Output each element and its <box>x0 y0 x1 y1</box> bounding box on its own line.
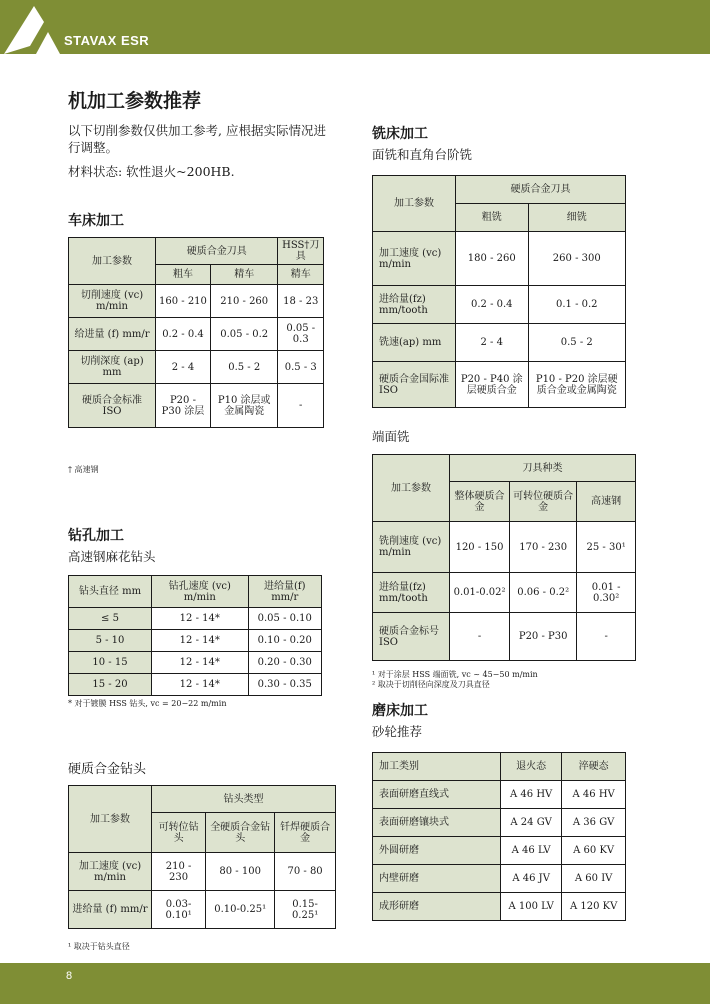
table-cell: P20 - P30 <box>510 613 577 661</box>
milling-h-rough: 粗铣 <box>456 204 529 232</box>
table-cell: 12 - 14* <box>152 674 249 696</box>
carbide-drill-h3: 钎焊硬质合金 <box>275 813 336 853</box>
turning-footnote: † 高速钢 <box>68 465 99 474</box>
end-milling-h2: 可转位硬质合金 <box>510 482 577 522</box>
table-row-label: 切削速度 (vc) m/min <box>69 285 156 318</box>
grinding-h-hardened: 淬硬态 <box>562 753 626 781</box>
table-cell: A 46 JV <box>501 865 562 893</box>
table-cell: 0.10-0.25¹ <box>206 891 275 929</box>
table-cell: 0.15- 0.25¹ <box>275 891 336 929</box>
end-milling-h1: 整体硬质合金 <box>450 482 510 522</box>
end-milling-heading: 端面铣 <box>372 429 410 444</box>
table-row-label: 表面研磨镶块式 <box>373 809 501 837</box>
table-row-label: 5 - 10 <box>69 630 152 652</box>
end-milling-h-type: 刀具种类 <box>450 455 636 482</box>
table-cell: 0.2 - 0.4 <box>456 286 529 324</box>
table-row-label: 硬质合金国际准 ISO <box>373 362 456 408</box>
drilling-table <box>68 575 322 696</box>
table-cell: 210 - 230 <box>152 853 206 891</box>
grinding-heading: 磨床加工 <box>372 703 428 719</box>
carbide-drill-heading: 硬质合金钻头 <box>68 762 147 777</box>
table-cell: 160 - 210 <box>156 285 211 318</box>
drilling-h-feed: 进给量(f) mm/r <box>248 576 321 608</box>
grinding-h-annealed: 退火态 <box>501 753 562 781</box>
turning-h-param: 加工参数 <box>69 238 156 285</box>
table-cell: 0.1 - 0.2 <box>528 286 625 324</box>
table-row-label: 铣速(ap) mm <box>373 324 456 362</box>
table-cell: A 60 KV <box>562 837 626 865</box>
table-row-label: 成形研磨 <box>373 893 501 921</box>
table-cell: 2 - 4 <box>456 324 529 362</box>
table-cell: 25 - 30¹ <box>577 522 636 573</box>
table-cell: 0.01 - 0.30² <box>577 573 636 613</box>
carbide-drill-h1: 可转位钻头 <box>152 813 206 853</box>
table-row-label: 进给量 (f) mm/r <box>69 891 152 929</box>
table-row-label: 加工速度 (vc) m/min <box>373 232 456 286</box>
table-cell: A 24 GV <box>501 809 562 837</box>
table-cell: 0.5 - 3 <box>278 351 324 384</box>
table-row-label: 10 - 15 <box>69 652 152 674</box>
table-cell: 180 - 260 <box>456 232 529 286</box>
carbide-drill-table <box>68 785 336 929</box>
turning-h-fine2: 精车 <box>278 265 324 285</box>
table-row-label: 切削深度 (ap) mm <box>69 351 156 384</box>
table-cell: 0.03-0.10¹ <box>152 891 206 929</box>
table-cell: P20 - P30 涂层 <box>156 384 211 428</box>
table-row-label: 15 - 20 <box>69 674 152 696</box>
table-cell: 70 - 80 <box>275 853 336 891</box>
table-row-label: 加工速度 (vc) m/min <box>69 853 152 891</box>
drilling-heading: 钻孔加工 <box>68 528 124 544</box>
milling-h-param: 加工参数 <box>373 176 456 232</box>
milling-h-fine: 细铣 <box>528 204 625 232</box>
end-milling-footnote-2: ² 取决于切削径向深度及刀具直径 <box>372 680 490 689</box>
carbide-drill-h-type: 钻头类型 <box>152 786 336 813</box>
table-cell: 18 - 23 <box>278 285 324 318</box>
milling-heading: 铣床加工 <box>372 126 428 142</box>
table-cell: P10 涂层或金属陶瓷 <box>210 384 278 428</box>
end-milling-h3: 高速钢 <box>577 482 636 522</box>
table-cell: 0.5 - 2 <box>210 351 278 384</box>
table-cell: 170 - 230 <box>510 522 577 573</box>
turning-heading: 车床加工 <box>68 213 124 229</box>
turning-h-fine: 精车 <box>210 265 278 285</box>
milling-h-carbide: 硬质合金刀具 <box>456 176 626 204</box>
turning-table <box>68 237 324 428</box>
table-row-label: 硬质合金标号 ISO <box>373 613 450 661</box>
table-cell: A 60 IV <box>562 865 626 893</box>
table-cell: 2 - 4 <box>156 351 211 384</box>
end-milling-table <box>372 454 636 661</box>
table-cell: 12 - 14* <box>152 608 249 630</box>
milling-subheading: 面铣和直角台阶铣 <box>372 147 473 162</box>
table-cell: 0.5 - 2 <box>528 324 625 362</box>
turning-h-carbide: 硬质合金刀具 <box>156 238 278 265</box>
table-cell: A 100 LV <box>501 893 562 921</box>
grinding-h-type: 加工类别 <box>373 753 501 781</box>
table-cell: A 46 HV <box>562 781 626 809</box>
table-cell: P20 - P40 涂层硬质合金 <box>456 362 529 408</box>
table-row-label: 进给量(fz) mm/tooth <box>373 573 450 613</box>
table-cell: 0.05 - 0.10 <box>248 608 321 630</box>
table-cell: 12 - 14* <box>152 652 249 674</box>
turning-h-hss: HSS†刀具 <box>278 238 324 265</box>
milling-table <box>372 175 626 408</box>
intro-text: 以下切削参数仅供加工参考, 应根据实际情况进行调整。 <box>68 123 326 155</box>
table-row-label: 进给量(fz) mm/tooth <box>373 286 456 324</box>
table-cell: 0.05 - 0.2 <box>210 318 278 351</box>
logo-icon <box>0 0 70 54</box>
table-row-label: 铣削速度 (vc) m/min <box>373 522 450 573</box>
table-cell: 120 - 150 <box>450 522 510 573</box>
table-cell: A 46 HV <box>501 781 562 809</box>
table-cell: 0.01-0.02² <box>450 573 510 613</box>
end-milling-footnote-1: ¹ 对于涂层 HSS 端面铣, vc ~ 45−50 m/min <box>372 670 538 679</box>
table-cell: - <box>450 613 510 661</box>
carbide-drill-h-param: 加工参数 <box>69 786 152 853</box>
table-cell: 0.30 - 0.35 <box>248 674 321 696</box>
table-cell: 210 - 260 <box>210 285 278 318</box>
table-row-label: 硬质合金标准 ISO <box>69 384 156 428</box>
table-cell: 0.2 - 0.4 <box>156 318 211 351</box>
drilling-subheading: 高速钢麻花钻头 <box>68 549 156 564</box>
table-cell: 80 - 100 <box>206 853 275 891</box>
page-number: 8 <box>66 970 73 982</box>
drilling-h-dia: 钻头直径 mm <box>69 576 152 608</box>
table-cell: 0.20 - 0.30 <box>248 652 321 674</box>
grinding-table <box>372 752 626 921</box>
table-row-label: 表面研磨直线式 <box>373 781 501 809</box>
drilling-h-speed: 钻孔速度 (vc) m/min <box>152 576 249 608</box>
page-title: 机加工参数推荐 <box>68 90 202 112</box>
table-row-label: 内壁研磨 <box>373 865 501 893</box>
footer-bar <box>0 963 710 1004</box>
drilling-footnote: * 对于镀膜 HSS 钻头, vc = 20−22 m/min <box>68 699 227 708</box>
table-cell: A 46 LV <box>501 837 562 865</box>
table-cell: - <box>278 384 324 428</box>
table-cell: A 120 KV <box>562 893 626 921</box>
table-row-label: 给进量 (f) mm/r <box>69 318 156 351</box>
table-cell: 12 - 14* <box>152 630 249 652</box>
table-cell: P10 - P20 涂层硬质合金或金属陶瓷 <box>528 362 625 408</box>
table-cell: - <box>577 613 636 661</box>
table-row-label: ≤ 5 <box>69 608 152 630</box>
table-cell: A 36 GV <box>562 809 626 837</box>
material-state: 材料状态: 软性退火~200HB. <box>68 164 235 179</box>
table-cell: 0.06 - 0.2² <box>510 573 577 613</box>
table-row-label: 外圆研磨 <box>373 837 501 865</box>
table-cell: 0.05 - 0.3 <box>278 318 324 351</box>
turning-h-rough: 粗车 <box>156 265 211 285</box>
end-milling-h-param: 加工参数 <box>373 455 450 522</box>
table-cell: 0.10 - 0.20 <box>248 630 321 652</box>
table-cell: 260 - 300 <box>528 232 625 286</box>
grinding-subheading: 砂轮推荐 <box>372 724 423 739</box>
carbide-drill-footnote: ¹ 取决于钻头直径 <box>68 942 130 951</box>
brand-name: STAVAX ESR <box>64 33 150 48</box>
carbide-drill-h2: 全硬质合金钻头 <box>206 813 275 853</box>
